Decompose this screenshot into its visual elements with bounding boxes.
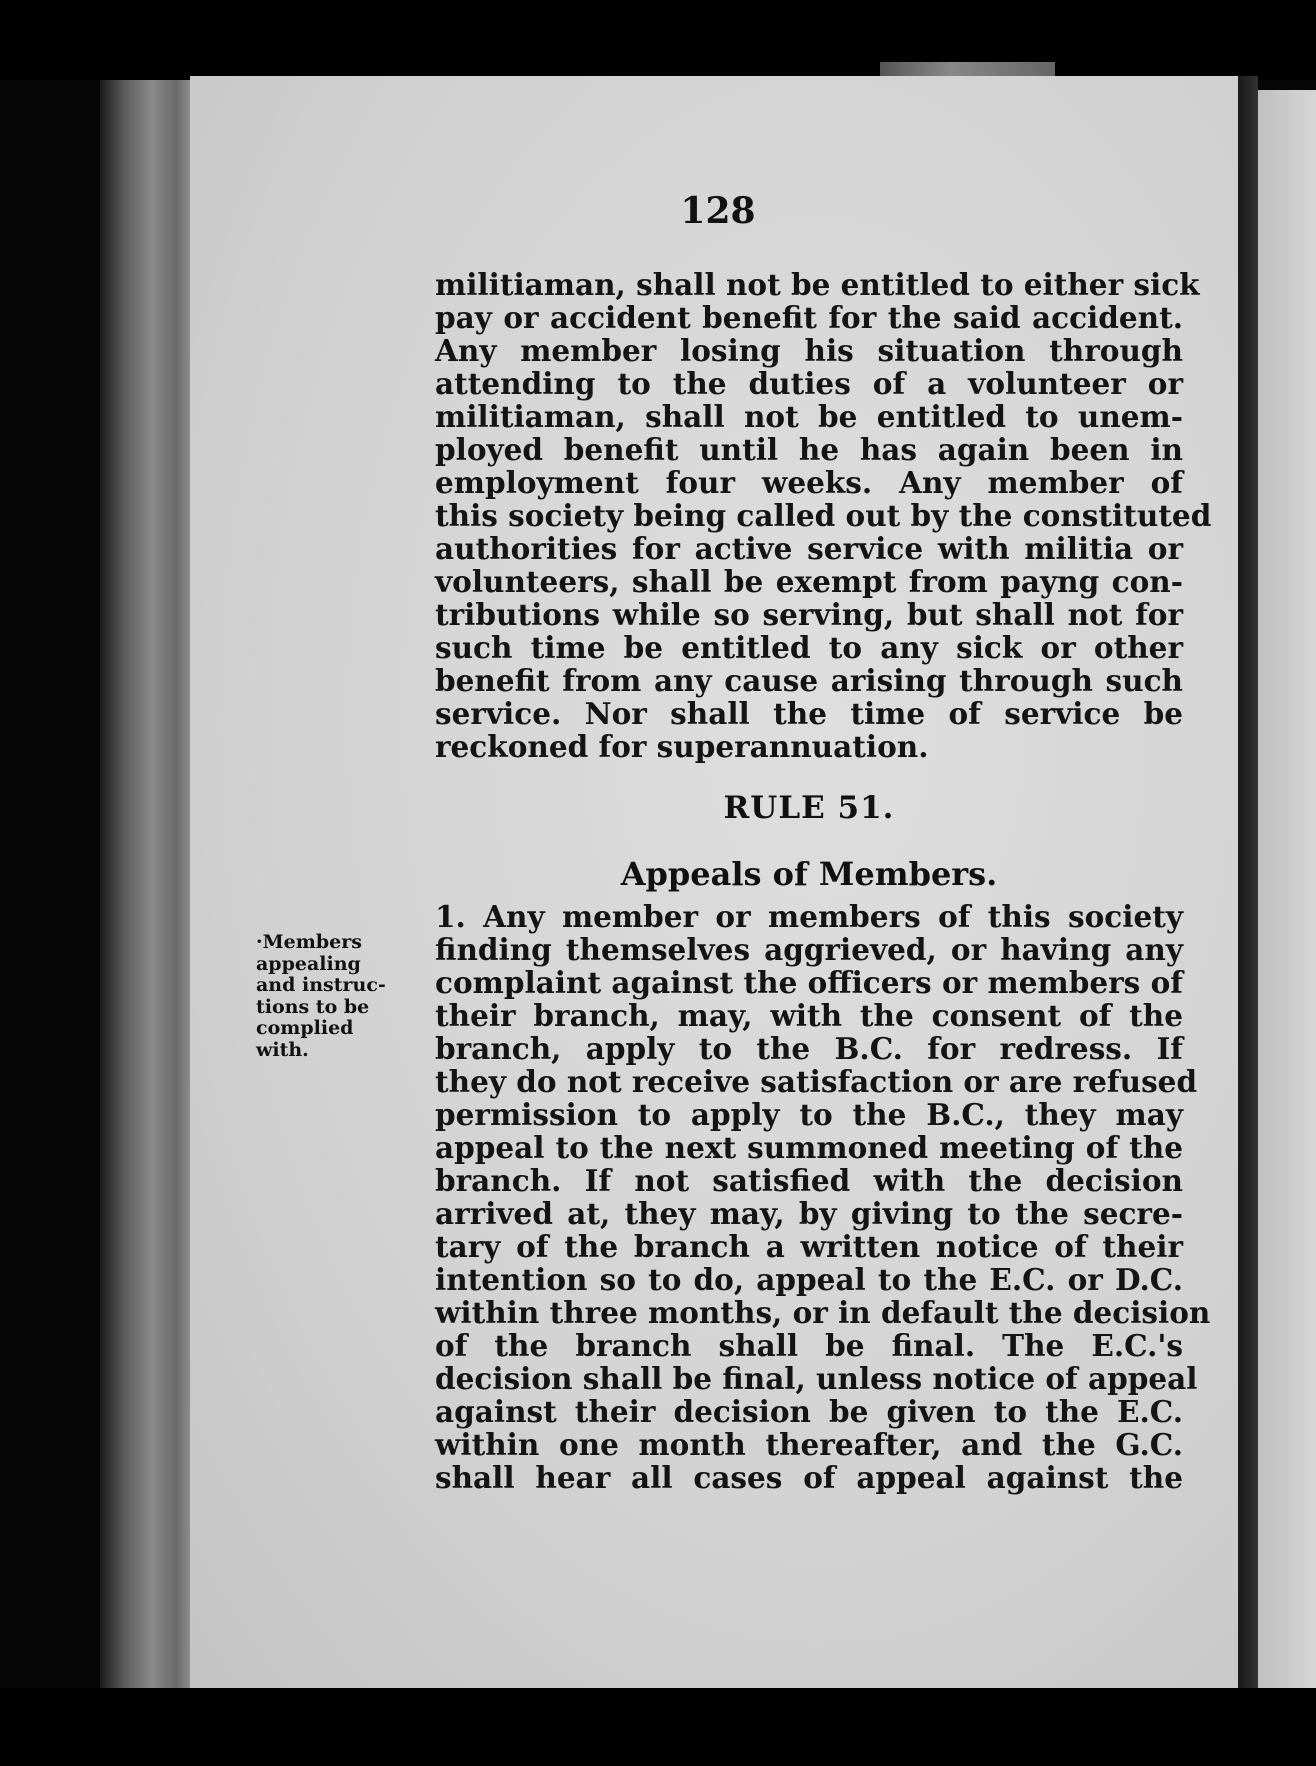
text-line: decision shall be final, unless notice of appeal <box>435 1361 1198 1396</box>
text-line: pay or accident benefit for the said accident. <box>435 300 1183 335</box>
text-line: authorities for active service with militia or <box>435 531 1183 566</box>
page-gutter <box>1238 76 1258 1688</box>
text-line: against their decision be given to the E.C. <box>435 1394 1183 1429</box>
text-line: they do not receive satisfaction or are refused <box>435 1064 1198 1099</box>
margin-note-line: appealing <box>256 952 361 975</box>
text-line: permission to apply to the B.C., they may <box>435 1097 1183 1132</box>
text-line: within three months, or in default the decision <box>435 1295 1211 1330</box>
rule-subheading: Appeals of Members. <box>620 855 998 893</box>
text-line: branch. If not satisfied with the decision <box>435 1163 1183 1198</box>
text-line: tributions while so serving, but shall not for <box>435 597 1183 632</box>
text-line: complaint against the officers or members of <box>435 965 1183 1000</box>
text-line: militiaman, shall not be entitled to unem- <box>435 399 1183 434</box>
continued-paragraph <box>435 267 1212 764</box>
text-line: Any member losing his situation through <box>435 333 1183 368</box>
rule-paragraph-1 <box>435 899 1211 1495</box>
text-line: within one month thereafter, and the G.C. <box>435 1427 1183 1462</box>
margin-note-line: with. <box>256 1038 309 1061</box>
text-line: tary of the branch a written notice of their <box>435 1229 1183 1264</box>
text-line: appeal to the next summoned meeting of the <box>435 1130 1183 1165</box>
book-page-edges <box>100 80 195 1690</box>
text-line: attending to the duties of a volunteer or <box>435 366 1183 401</box>
margin-note-line: ·Members <box>256 931 362 953</box>
text-line: arrived at, they may, by giving to the secre- <box>435 1196 1183 1231</box>
text-line: ployed benefit until he has again been in <box>435 432 1183 467</box>
text-line: militiaman, shall not be entitled to either sick <box>435 267 1200 302</box>
text-line: finding themselves aggrieved, or having any <box>435 932 1183 967</box>
text-line: service. Nor shall the time of service be <box>435 696 1183 731</box>
text-line: benefit from any cause arising through such <box>435 663 1183 698</box>
text-line: their branch, may, with the consent of the <box>435 998 1183 1033</box>
text-line: reckoned for superannuation. <box>435 729 929 764</box>
film-border-top <box>0 0 1316 80</box>
rule-heading: RULE 51. <box>723 790 895 826</box>
margin-note <box>256 932 416 1061</box>
text-line: 1. Any member or members of this society <box>435 899 1183 934</box>
text-line: branch, apply to the B.C. for redress. If <box>435 1031 1183 1066</box>
text-line: of the branch shall be final. The E.C.'s <box>435 1328 1183 1363</box>
margin-note-line: and instruc- <box>256 974 386 996</box>
text-line: such time be entitled to any sick or other <box>435 630 1183 665</box>
text-line: employment four weeks. Any member of <box>435 465 1183 500</box>
margin-note-line: tions to be <box>256 995 370 1018</box>
margin-note-line: complied <box>256 1017 354 1039</box>
text-line: volunteers, shall be exempt from payng con- <box>435 564 1183 599</box>
page-number: 128 <box>680 190 756 232</box>
text-line: intention so to do, appeal to the E.C. or D.C. <box>435 1262 1183 1297</box>
adjacent-page-edge <box>1258 90 1316 1690</box>
text-line: this society being called out by the constituted <box>435 498 1212 533</box>
film-border-bottom <box>0 1688 1316 1766</box>
text-line: shall hear all cases of appeal against the <box>435 1460 1183 1495</box>
